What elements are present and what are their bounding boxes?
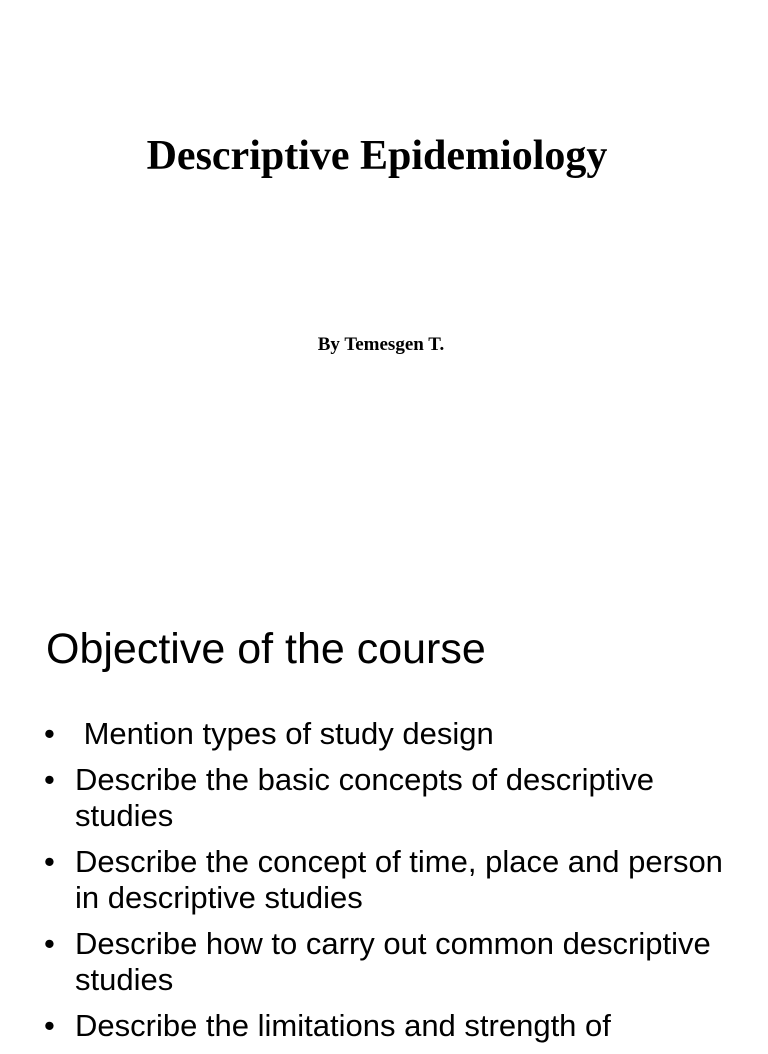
list-item bbox=[44, 716, 734, 752]
bullet-icon: • bbox=[44, 716, 55, 751]
list-item-text: Describe the limitations and strength of bbox=[75, 1008, 611, 1043]
slide-title: Descriptive Epidemiology bbox=[146, 133, 608, 179]
list-item bbox=[44, 762, 734, 834]
list-item-text: Describe the basic concepts of descriptive studies bbox=[75, 762, 654, 833]
bullet-icon: • bbox=[44, 1008, 55, 1043]
list-item bbox=[44, 926, 734, 998]
slide-author: By Temesgen T. bbox=[317, 334, 445, 355]
list-item-text: Mention types of study design bbox=[75, 716, 494, 751]
list-item-text: Describe how to carry out common descriptive studies bbox=[75, 926, 711, 997]
list-item bbox=[44, 844, 734, 916]
bullet-icon: • bbox=[44, 926, 55, 961]
bullet-icon: • bbox=[44, 844, 55, 879]
objectives-slide bbox=[0, 576, 768, 1043]
objectives-heading: Objective of the course bbox=[46, 625, 486, 673]
objectives-list bbox=[44, 716, 734, 1054]
list-item-text: Describe the concept of time, place and person in descriptive studies bbox=[75, 844, 723, 915]
list-item bbox=[44, 1008, 734, 1044]
bullet-icon: • bbox=[44, 762, 55, 797]
